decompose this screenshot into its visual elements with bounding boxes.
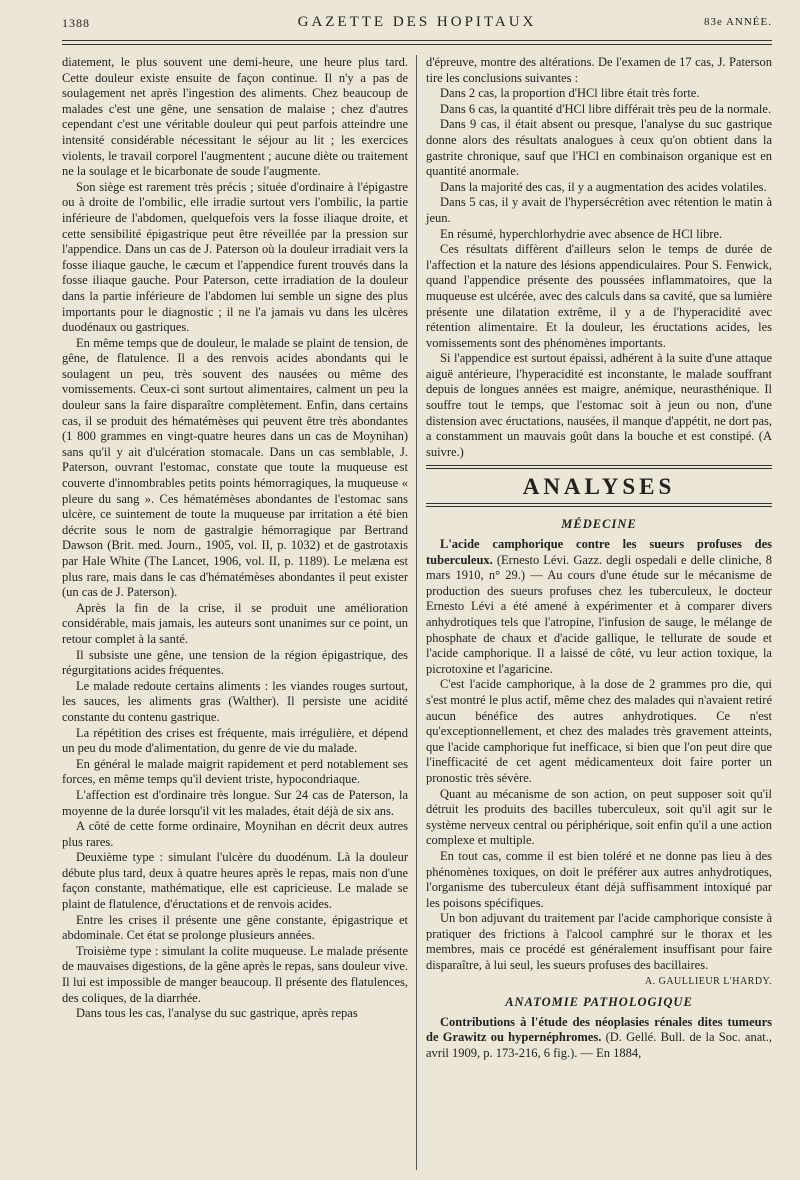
paragraph: Si l'appendice est surtout épaissi, adhérent à la suite d'une attaque aiguë antérieure, l'hyperacidité est inconstante, le malade souffrant depuis de longues années est maigre, anémique, neurasthénique. Il souffre tout le temps, que l'estomac soit à jeun ou non, d'une distension avec éructations, nausées, il manque d'appétit, ne dort pas, a constamment un mauvais goût dans la bouche et est constipé. (A suivre.) <box>426 351 772 459</box>
paragraph: Deuxième type : simulant l'ulcère du duodénum. Là la douleur débute plus tard, deux à quatre heures après le repas, mais non d'une façon constante, mathématique, elle est capricieuse. Le malade se plaint de flatulence, d'éructations et de renvois acides. <box>62 850 408 912</box>
paragraph: Après la fin de la crise, il se produit une amélioration considérable, mais jamais, les auteurs sont unanimes sur ce point, un retour complet à la santé. <box>62 600 408 646</box>
paragraph: Son siège est rarement très précis ; située d'ordinaire à l'épigastre ou à droite de l'ombilic, elle irradie surtout vers l'ombilic, la partie inférieure de l'abdomen, quelquefois vers la fosse iliaque droite, et cette sensibilité épigastrique peut être réveillée par la pression sur l'appendice. Dans un cas de J. Paterson où la douleur irradiait vers la fosse iliaque gauche, le cæcum et l'appendice furent trouvés dans la fosse iliaque gauche. Pour Paterson, cette irradiation de la douleur dans la partie inférieure de l'abdomen lui semble un signe des plus importants pour le diagnostic ; il ne l'a jamais vu dans les ulcères duodénaux ou gastriques. <box>62 179 408 335</box>
page-header <box>62 14 772 36</box>
paragraph: Dans 2 cas, la proportion d'HCl libre était très forte. <box>440 86 700 101</box>
column-divider <box>416 55 417 1170</box>
paragraph: d'épreuve, montre des altérations. De l'examen de 17 cas, J. Paterson tire les conclusions suivantes : <box>426 55 772 85</box>
section-rule <box>426 468 772 469</box>
paragraph: Dans tous les cas, l'analyse du suc gastrique, après repas <box>76 1006 358 1021</box>
article-reference: (D. Gellé. Bull. de la Soc. anat., avril 1909, p. 173-216, 6 fig.). — En 1884, <box>426 1030 772 1061</box>
paragraph: Le malade redoute certains aliments : les viandes rouges surtout, les sauces, les aliments gras (Walther). Il persiste une acidité constante du contenu gastrique. <box>62 678 408 724</box>
paragraph: La répétition des crises est fréquente, mais irrégulière, et dépend un peu du mode d'alimentation, du genre de vie du malade. <box>62 725 408 756</box>
article-grawitz <box>426 1015 772 1062</box>
paragraph: Ces résultats diffèrent d'ailleurs selon le temps de durée de l'affection et la nature des lésions appendiculaires. Pour S. Fenwick, quand l'appendice présente des poussées inflammatoires, que la muqueuse est ulcérée, avec des calculs dans sa cavité, que sa lumière présente une dilatation extrême, il y a de l'hyperacidité avec rétention alimentaire. Et la douleur, les éructations acides, les vomissements sont des phénomènes importants. <box>426 242 772 350</box>
section-rule <box>426 503 772 504</box>
paragraph: Troisième type : simulant la colite muqueuse. Le malade présente de mauvaises digestions, de la gêne après le repas, sans douleur vive. Il lui est impossible de manger beaucoup. Il présente des flatulences, des coliques, de la diarrhée. <box>62 943 408 1005</box>
subhead-medecine: MÉDECINE <box>561 517 637 532</box>
subhead-anatomie: ANATOMIE PATHOLOGIQUE <box>505 995 693 1010</box>
paragraph: Dans 5 cas, il y avait de l'hypersécrétion avec rétention le matin à jeun. <box>426 195 772 225</box>
paragraph: Entre les crises il présente une gêne constante, épigastrique et abdominale. Cet état se prolonge plusieurs années. <box>62 912 408 943</box>
header-rule <box>62 40 772 41</box>
right-column-top-text <box>426 55 772 460</box>
paragraph: A côté de cette forme ordinaire, Moynihan en décrit deux autres plus rares. <box>62 819 408 849</box>
right-column <box>426 55 772 1062</box>
paragraph: Dans 6 cas, la quantité d'HCl libre différait très peu de la normale. <box>440 101 772 116</box>
paragraph: En général le malade maigrit rapidement et perd notablement ses forces, en même temps qu'il devient triste, hypocondriaque. <box>62 756 408 787</box>
paragraph: Un bon adjuvant du traitement par l'acide camphorique consiste à pratiquer des frictions à l'alcool camphré sur le thorax et les membres, mais ce procédé est généralement insuffisant pour faire disparaître, à lui seul, les sueurs profuses des bacillaires. <box>426 911 772 973</box>
paragraph: Quant au mécanisme de son action, on peut supposer soit qu'il détruit les produits des bacilles tuberculeux, soit qu'il agit sur le système nerveux central ou périphérique, soit enfin qu'il a une action complexe et multiple. <box>426 786 772 848</box>
article-title: L'acide camphorique contre les sueurs profuses des tuberculeux. <box>426 537 772 567</box>
paragraph: Il subsiste une gêne, une tension de la région épigastrique, des régurgitations acides fréquentes. <box>62 647 408 678</box>
author-signature: A. GAULLIEUR L'HARDY. <box>644 975 772 987</box>
article-camphorique <box>426 537 772 677</box>
section-title: ANALYSES <box>522 474 676 500</box>
article-reference: (Ernesto Lévi. Gazz. degli ospedali e delle cliniche, 8 mars 1910, n° 29.) — Au cours d'une étude sur le mécanisme de production des sueurs profuses chez les tuberculeux, le docteur Ernesto Lévi a été amené à expérimenter et à comparer divers anhydrotiques tels que l'atropine, l'infusion de sauge, le mélange de phosphate de chaux et d'acide gallique, le tellurate de soude et l'acide camphorique. Il a laissé de côté, vu leur action toxique, la picrotoxine et l'agaricine. <box>426 552 772 676</box>
paragraph: En résumé, hyperchlorhydrie avec absence de HCl libre. <box>440 226 723 241</box>
paragraph: En tout cas, comme il est bien toléré et ne donne pas lieu à des phénomènes toxiques, on doit le préférer aux autres anhydrotiques, l'organisme des tuberculeux étant déjà suffisamment intoxiqué par les poisons spécifiques. <box>426 848 772 910</box>
left-column <box>62 55 408 1022</box>
paragraph: En même temps que de douleur, le malade se plaint de tension, de gêne, de flatulence. Il a des renvois acides abondants qui le soulagent un peu, très souvent des nausées ou même des vomissements. Ceux-ci sont surtout alimentaires, calment un peu la douleur sans la faire disparaître complètement. Enfin, dans certains cas, il se produit des hématémèses qui peuvent être très abondantes (1 800 grammes en vingt-quatre heures dans un cas de Moynihan) sans qu'il y ait d'ulcération stomacale. Dans un cas semblable, J. Paterson, ouvrant l'estomac, constate que toute la muqueuse est couverte d'innombrables petits points hémorragiques, la muqueuse « pleure du sang ». Ces hématémèses abondantes de l'estomac sans ulcère, ce suintement de toute la muqueuse par irritation a été bien décrite sous le nom de gastralgie hémorragique par Bertrand Dawson (Brit. med. Journ., 1905, vol. II, p. 1032) et de gastrotaxis par Hale White (The Lancet, 1906, vol. II, p. 1189). Le melæna est plus rare, mais dans le cas d'hématémèses abondantes il peut exister (un cas de J. Paterson). <box>62 335 408 600</box>
edition-label: 83e ANNÉE. <box>703 16 772 28</box>
journal-title: GAZETTE DES HOPITAUX <box>297 14 537 30</box>
paragraph: Dans 9 cas, il était absent ou presque, l'analyse du suc gastrique donne alors des résultats analogues à ceux qu'on obtient dans la gastrite chronique, sauf que l'HCl en combinaison organique est en quantité anormale. <box>426 117 772 179</box>
article-body <box>426 677 772 973</box>
paragraph: C'est l'acide camphorique, à la dose de 2 grammes pro die, qui s'est montré le plus actif, même chez des malades qui n'avaient retiré aucun bénéfice des autres anhydrotiques. Ce n'est qu'exceptionnellement, et chez des malades très gravement atteints, que l'acide camphorique fut inefficace, si bien que l'on peut dire que l'inefficacité de cet agent médicamenteux doit faire porter un pronostic très sévère. <box>426 677 772 785</box>
section-rule <box>426 506 772 507</box>
section-rule <box>426 465 772 466</box>
paragraph: diatement, le plus souvent une demi-heure, une heure plus tard. Cette douleur existe ensuite de façon continue. Il n'y a pas de soulagement net après l'ingestion des aliments. Chez beaucoup de malades c'est une gêne, une sensation de malaise ; chez d'autres cependant c'est une véritable douleur qui peut parfois atteindre une intensité considérable nécessitant le séjour au lit ; les exercices violents, le travail corporel l'augmentent ; aucune diète ou traitement ne la soulage et le bicarbonate de soude l'augmente. <box>62 55 408 179</box>
header-rule-thin <box>62 44 772 45</box>
paragraph: Dans la majorité des cas, il y a augmentation des acides volatiles. <box>440 179 767 194</box>
page-number: 1388 <box>62 16 90 30</box>
paragraph: L'affection est d'ordinaire très longue. Sur 24 cas de Paterson, la moyenne de la durée lorsqu'il vit les malades, était déjà de six ans. <box>62 787 408 818</box>
article-title: Contributions à l'étude des néoplasies rénales dites tumeurs de Grawitz ou hypernéphromes. <box>426 1014 772 1045</box>
